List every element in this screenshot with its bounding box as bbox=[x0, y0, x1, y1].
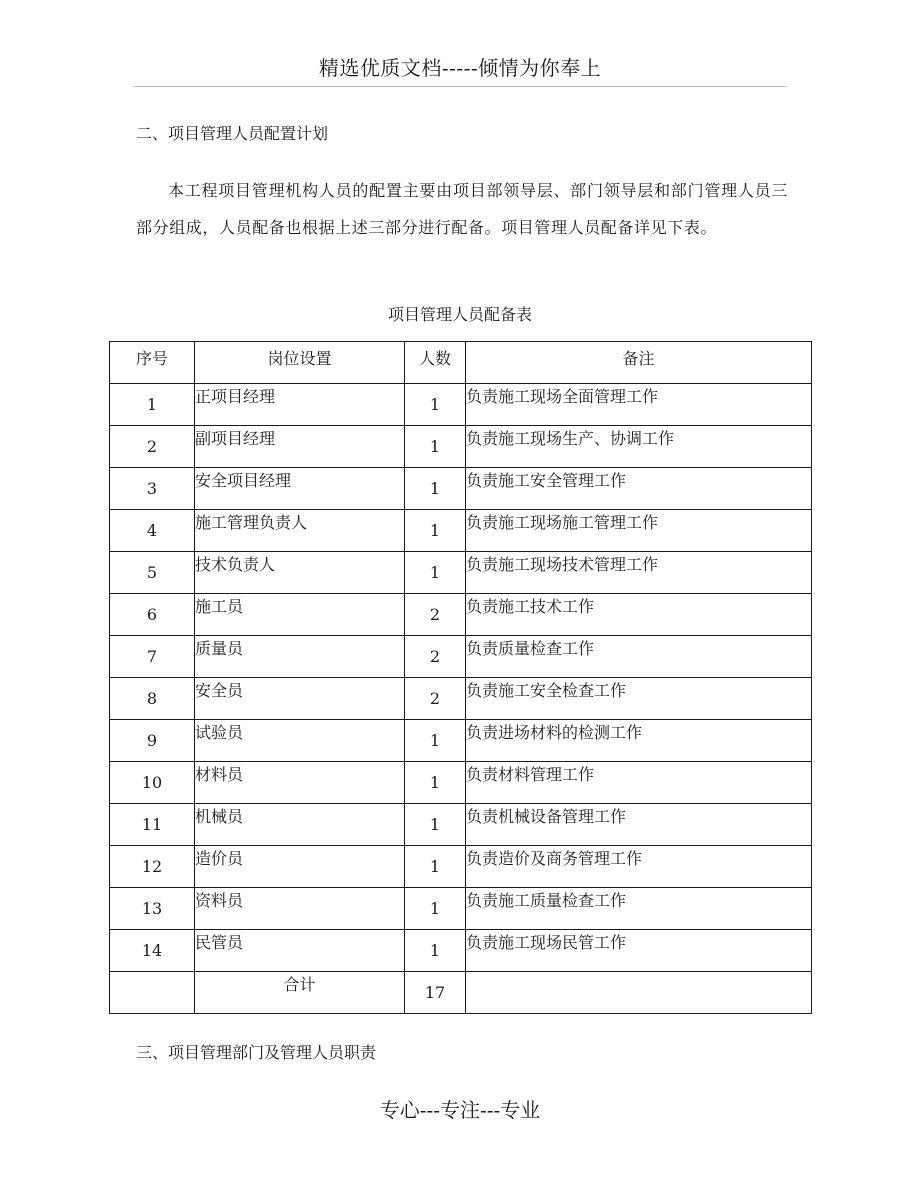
table-header-row bbox=[110, 342, 812, 384]
total-count: 17 bbox=[405, 972, 466, 1014]
intro-paragraph: 本工程项目管理机构人员的配置主要由项目部领导层、部门领导层和部门管理人员三部分组成，人员配备也根据上述三部分进行配备。项目管理人员配备详见下表。 bbox=[136, 181, 788, 237]
row-no: 3 bbox=[110, 468, 195, 510]
row-position: 质量员 bbox=[195, 636, 405, 678]
row-note: 负责材料管理工作 bbox=[466, 762, 812, 804]
table-caption: 项目管理人员配备表 bbox=[387, 305, 532, 324]
table-row bbox=[110, 552, 812, 594]
row-note: 负责施工技术工作 bbox=[466, 594, 812, 636]
table-row bbox=[110, 426, 812, 468]
row-position: 民管员 bbox=[195, 930, 405, 972]
row-note: 负责机械设备管理工作 bbox=[466, 804, 812, 846]
row-count: 1 bbox=[405, 552, 466, 594]
table-row bbox=[110, 384, 812, 426]
table-row bbox=[110, 510, 812, 552]
row-count: 1 bbox=[405, 762, 466, 804]
table-row bbox=[110, 594, 812, 636]
row-no: 7 bbox=[110, 636, 195, 678]
row-note: 负责施工安全管理工作 bbox=[466, 468, 812, 510]
row-count: 2 bbox=[405, 636, 466, 678]
table-row bbox=[110, 846, 812, 888]
row-position: 资料员 bbox=[195, 888, 405, 930]
row-note: 负责施工安全检查工作 bbox=[466, 678, 812, 720]
table-row bbox=[110, 930, 812, 972]
header-note: 备注 bbox=[466, 342, 812, 384]
row-note: 负责质量检查工作 bbox=[466, 636, 812, 678]
header-position: 岗位设置 bbox=[195, 342, 405, 384]
total-label: 合计 bbox=[195, 972, 405, 1014]
row-count: 1 bbox=[405, 468, 466, 510]
row-note: 负责施工现场施工管理工作 bbox=[466, 510, 812, 552]
section-title-responsibilities: 三、项目管理部门及管理人员职责 bbox=[136, 1043, 377, 1062]
row-position: 施工管理负责人 bbox=[195, 510, 405, 552]
row-count: 1 bbox=[405, 804, 466, 846]
row-position: 施工员 bbox=[195, 594, 405, 636]
row-no: 14 bbox=[110, 930, 195, 972]
header-rule bbox=[133, 86, 787, 87]
row-no: 1 bbox=[110, 384, 195, 426]
row-count: 1 bbox=[405, 510, 466, 552]
row-no: 5 bbox=[110, 552, 195, 594]
row-position: 副项目经理 bbox=[195, 426, 405, 468]
table-row bbox=[110, 468, 812, 510]
table-row bbox=[110, 762, 812, 804]
total-empty-no bbox=[110, 972, 195, 1014]
row-no: 4 bbox=[110, 510, 195, 552]
section-title-staffing-plan: 二、项目管理人员配置计划 bbox=[136, 124, 329, 143]
row-no: 2 bbox=[110, 426, 195, 468]
table-total-row bbox=[110, 972, 812, 1014]
row-count: 1 bbox=[405, 930, 466, 972]
row-note: 负责施工现场民管工作 bbox=[466, 930, 812, 972]
table-row bbox=[110, 804, 812, 846]
row-position: 正项目经理 bbox=[195, 384, 405, 426]
row-count: 1 bbox=[405, 846, 466, 888]
page-header: 精选优质文档-----倾情为你奉上 bbox=[318, 56, 602, 80]
row-position: 机械员 bbox=[195, 804, 405, 846]
row-count: 1 bbox=[405, 720, 466, 762]
table-row bbox=[110, 888, 812, 930]
row-no: 9 bbox=[110, 720, 195, 762]
row-count: 1 bbox=[405, 384, 466, 426]
row-no: 6 bbox=[110, 594, 195, 636]
row-position: 安全员 bbox=[195, 678, 405, 720]
row-count: 2 bbox=[405, 594, 466, 636]
row-note: 负责造价及商务管理工作 bbox=[466, 846, 812, 888]
row-no: 13 bbox=[110, 888, 195, 930]
row-count: 1 bbox=[405, 888, 466, 930]
row-position: 试验员 bbox=[195, 720, 405, 762]
header-no: 序号 bbox=[110, 342, 195, 384]
row-no: 10 bbox=[110, 762, 195, 804]
header-count: 人数 bbox=[405, 342, 466, 384]
table-row bbox=[110, 636, 812, 678]
table-row bbox=[110, 678, 812, 720]
total-empty-note bbox=[466, 972, 812, 1014]
table-row bbox=[110, 720, 812, 762]
row-note: 负责施工现场技术管理工作 bbox=[466, 552, 812, 594]
staffing-table bbox=[109, 341, 812, 1014]
page-footer: 专心---专注---专业 bbox=[379, 1098, 541, 1122]
row-no: 11 bbox=[110, 804, 195, 846]
row-no: 12 bbox=[110, 846, 195, 888]
row-position: 技术负责人 bbox=[195, 552, 405, 594]
row-position: 安全项目经理 bbox=[195, 468, 405, 510]
row-note: 负责施工质量检查工作 bbox=[466, 888, 812, 930]
row-position: 材料员 bbox=[195, 762, 405, 804]
row-note: 负责施工现场全面管理工作 bbox=[466, 384, 812, 426]
row-count: 2 bbox=[405, 678, 466, 720]
row-note: 负责进场材料的检测工作 bbox=[466, 720, 812, 762]
row-note: 负责施工现场生产、协调工作 bbox=[466, 426, 812, 468]
row-no: 8 bbox=[110, 678, 195, 720]
row-count: 1 bbox=[405, 426, 466, 468]
row-position: 造价员 bbox=[195, 846, 405, 888]
